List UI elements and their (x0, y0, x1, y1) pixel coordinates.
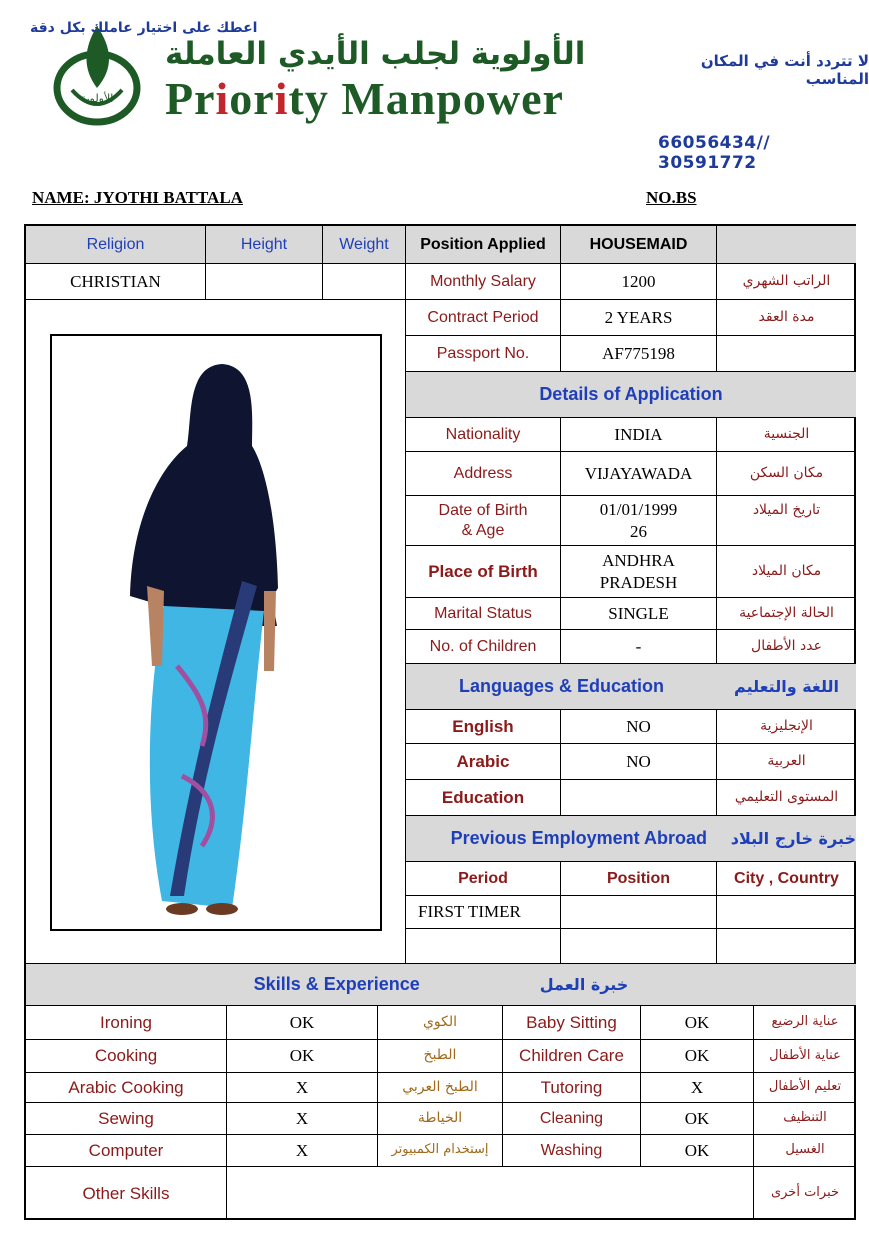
languages-section-header: Languages & Education (406, 664, 717, 710)
skill-label-ironing: Ironing (26, 1006, 227, 1040)
skill-value-ironing: OK (227, 1006, 378, 1040)
skill-value-cooking: OK (227, 1040, 378, 1073)
arabic-label: Arabic (406, 744, 561, 780)
passport-ar-blank (717, 336, 856, 372)
skill-value-computer: X (227, 1135, 378, 1167)
height-label: Height (206, 226, 323, 264)
arabic-ar: العربية (717, 744, 856, 780)
marital-value: SINGLE (561, 598, 717, 630)
dob-ar: تاريخ الميلاد (717, 496, 856, 546)
english-ar: الإنجليزية (717, 710, 856, 744)
age-value: 26 (630, 521, 647, 541)
dob-label-line2: & Age (461, 521, 505, 539)
skill-ar-babysitting: عناية الرضيع (754, 1006, 856, 1040)
english-label: English (406, 710, 561, 744)
skill-label-cooking: Cooking (26, 1040, 227, 1073)
arabic-value: NO (561, 744, 717, 780)
period-label: Period (406, 862, 561, 896)
passport-value: AF775198 (561, 336, 717, 372)
skill-ar-cleaning: التنظيف (754, 1103, 856, 1135)
children-value: - (561, 630, 717, 664)
nationality-label: Nationality (406, 418, 561, 452)
other-skills-label: Other Skills (26, 1167, 227, 1220)
position-ar-blank (717, 226, 856, 264)
skill-value-babysitting: OK (641, 1006, 754, 1040)
marital-label: Marital Status (406, 598, 561, 630)
skill-value-arabic-cooking: X (227, 1073, 378, 1103)
contract-value: 2 YEARS (561, 300, 717, 336)
address-ar: مكان السكن (717, 452, 856, 496)
skill-label-washing: Washing (503, 1135, 641, 1167)
other-skills-value (227, 1167, 754, 1220)
religion-value: CHRISTIAN (26, 264, 206, 300)
employment-period-1: FIRST TIMER (406, 896, 561, 929)
applicant-name: NAME: JYOTHI BATTALA (32, 188, 243, 207)
skills-section-header (26, 964, 856, 1006)
skill-label-tutoring: Tutoring (503, 1073, 641, 1103)
languages-section-ar: اللغة والتعليم (717, 664, 856, 710)
skill-label-babysitting: Baby Sitting (503, 1006, 641, 1040)
children-ar: عدد الأطفال (717, 630, 856, 664)
employment-country-2 (717, 929, 856, 964)
dob-label-line1: Date of Birth (438, 501, 528, 519)
skill-label-cleaning: Cleaning (503, 1103, 641, 1135)
skill-ar-arabic-cooking: الطبخ العربي (378, 1073, 503, 1103)
employment-country-1 (717, 896, 856, 929)
other-skills-ar: خبرات أخرى (770, 1185, 840, 1201)
applicant-photo (50, 334, 382, 931)
skill-value-tutoring: X (641, 1073, 754, 1103)
marital-ar: الحالة الإجتماعية (717, 598, 856, 630)
skill-ar-tutoring: تعليم الأطفال (754, 1073, 856, 1103)
skill-ar-ironing: الكوي (378, 1006, 503, 1040)
dob-value (561, 496, 717, 546)
pob-label: Place of Birth (406, 546, 561, 598)
skills-header-ar: خبرة العمل (539, 974, 629, 994)
english-value: NO (561, 710, 717, 744)
skill-value-sewing: X (227, 1103, 378, 1135)
nationality-ar: الجنسية (717, 418, 856, 452)
phone-numbers: 66056434// 30591772 (658, 133, 771, 173)
nationality-value: INDIA (561, 418, 717, 452)
dob-date: 01/01/1999 (599, 500, 678, 520)
pob-ar: مكان الميلاد (717, 546, 856, 598)
employment-section-ar: خبرة خارج البلاد (717, 816, 856, 862)
education-value (561, 780, 717, 816)
pob-line1: ANDHRA (602, 551, 675, 571)
skill-label-arabic-cooking: Arabic Cooking (26, 1073, 227, 1103)
skill-label-computer: Computer (26, 1135, 227, 1167)
contract-label: Contract Period (406, 300, 561, 336)
height-value (206, 264, 323, 300)
pob-line2: PRADESH (599, 572, 678, 592)
employment-section-header: Previous Employment Abroad (406, 816, 717, 862)
skill-value-washing: OK (641, 1135, 754, 1167)
applicant-figure-icon (52, 336, 380, 929)
pob-value (561, 546, 717, 598)
employment-position-2 (561, 929, 717, 964)
skill-ar-childrencare: عناية الأطفال (754, 1040, 856, 1073)
position-applied-label: Position Applied (406, 226, 561, 264)
religion-label: Religion (26, 226, 206, 264)
company-name-arabic: الأولوية لجلب الأيدي العاملة (165, 36, 586, 72)
contract-ar: مدة العقد (717, 300, 856, 336)
employment-position-1 (561, 896, 717, 929)
salary-ar: الراتب الشهري (717, 264, 856, 300)
position-applied-value: HOUSEMAID (561, 226, 717, 264)
company-name-english: Priority Manpower (165, 73, 564, 124)
skill-ar-sewing: الخياطة (378, 1103, 503, 1135)
salary-value: 1200 (561, 264, 717, 300)
application-section-header: Details of Application (406, 372, 856, 418)
skill-ar-computer: إستخدام الكمبيوتر (378, 1135, 503, 1167)
position-label: Position (561, 862, 717, 896)
weight-label: Weight (323, 226, 406, 264)
country-label: City , Country (717, 862, 856, 896)
skill-ar-cooking: الطبخ (378, 1040, 503, 1073)
skill-label-childrencare: Children Care (503, 1040, 641, 1073)
skills-header-en: Skills & Experience (253, 974, 420, 995)
logo-text: الأولوية (80, 92, 114, 105)
children-label: No. of Children (406, 630, 561, 664)
skill-value-childrencare: OK (641, 1040, 754, 1073)
dob-label (406, 496, 561, 546)
education-label: Education (406, 780, 561, 816)
skill-ar-washing: الغسيل (754, 1135, 856, 1167)
passport-label: Passport No. (406, 336, 561, 372)
applicant-number: NO.BS (646, 188, 697, 207)
address-label: Address (406, 452, 561, 496)
tagline: لا تتردد أنت في المكان المناسب (700, 52, 869, 88)
cv-table (24, 224, 856, 1220)
logo-slogan: اعطك على اختيار عاملك بكل دقة (30, 20, 258, 36)
weight-value (323, 264, 406, 300)
skill-value-cleaning: OK (641, 1103, 754, 1135)
salary-label: Monthly Salary (406, 264, 561, 300)
skill-label-sewing: Sewing (26, 1103, 227, 1135)
employment-period-2 (406, 929, 561, 964)
education-ar: المستوى التعليمي (717, 780, 856, 816)
address-value: VIJAYAWADA (561, 452, 717, 496)
letterhead (0, 0, 869, 173)
